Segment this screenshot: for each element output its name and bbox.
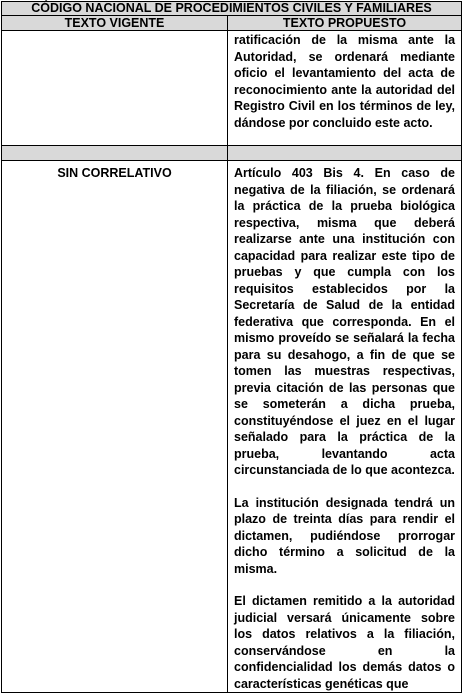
proposed-text-paragraph: La institución designada tendrá un plazo de treinta días para rendir el dictamen, pudiéndose prorrogar dicho término a solicitud de la misma. [234,495,456,576]
title-row [2,2,462,16]
separator-row [2,146,462,161]
column-header-row [2,16,462,31]
current-text-cell [2,31,228,146]
separator-cell [228,146,462,161]
table-row [2,31,462,146]
table-row [2,161,462,693]
column-header-proposed-text: TEXTO PROPUESTO [228,16,462,31]
proposed-text-cell [228,31,462,146]
table-title: CÓDIGO NACIONAL DE PROCEDIMIENTOS CIVILES Y FAMILIARES [2,2,462,16]
proposed-text-paragraph: ratificación de la misma ante la Autoridad, se ordenará mediante oficio el levantamiento del acta de reconocimiento ante la autoridad del Registro Civil en los términos de ley, dándose por concluido este acto. [234,33,456,130]
article-paragraph: Artículo 403 Bis 4. En caso de negativa de la filiación, se ordenará la práctica de la prueba biológica respectiva, misma que deberá realizarse ante una institución con capacidad para realizar este tipo de pruebas y que cumpla con los requisitos establecidos por la Secretaría de Salud de la entidad federativa que corresponda. En el mismo proveído se señalará la fecha para su desahogo, a fin de que se tomen las muestras respectivas, previa citación de las personas que se someterán a dicha prueba, constituyéndose el juez en el lugar señalado para la práctica de la prueba, levantando acta circunstanciada de lo que acontezca. [234,166,456,477]
separator-cell [2,146,228,161]
current-text-cell: SIN CORRELATIVO [2,161,228,693]
proposed-text-paragraph: El dictamen remitido a la autoridad judicial versará únicamente sobre los datos relativos a la filiación, conservándose en la confidencialidad los demás datos o características genéticas que [234,594,456,691]
column-header-current-text: TEXTO VIGENTE [2,16,228,31]
comparison-table [1,1,462,693]
proposed-text-cell [228,161,462,693]
